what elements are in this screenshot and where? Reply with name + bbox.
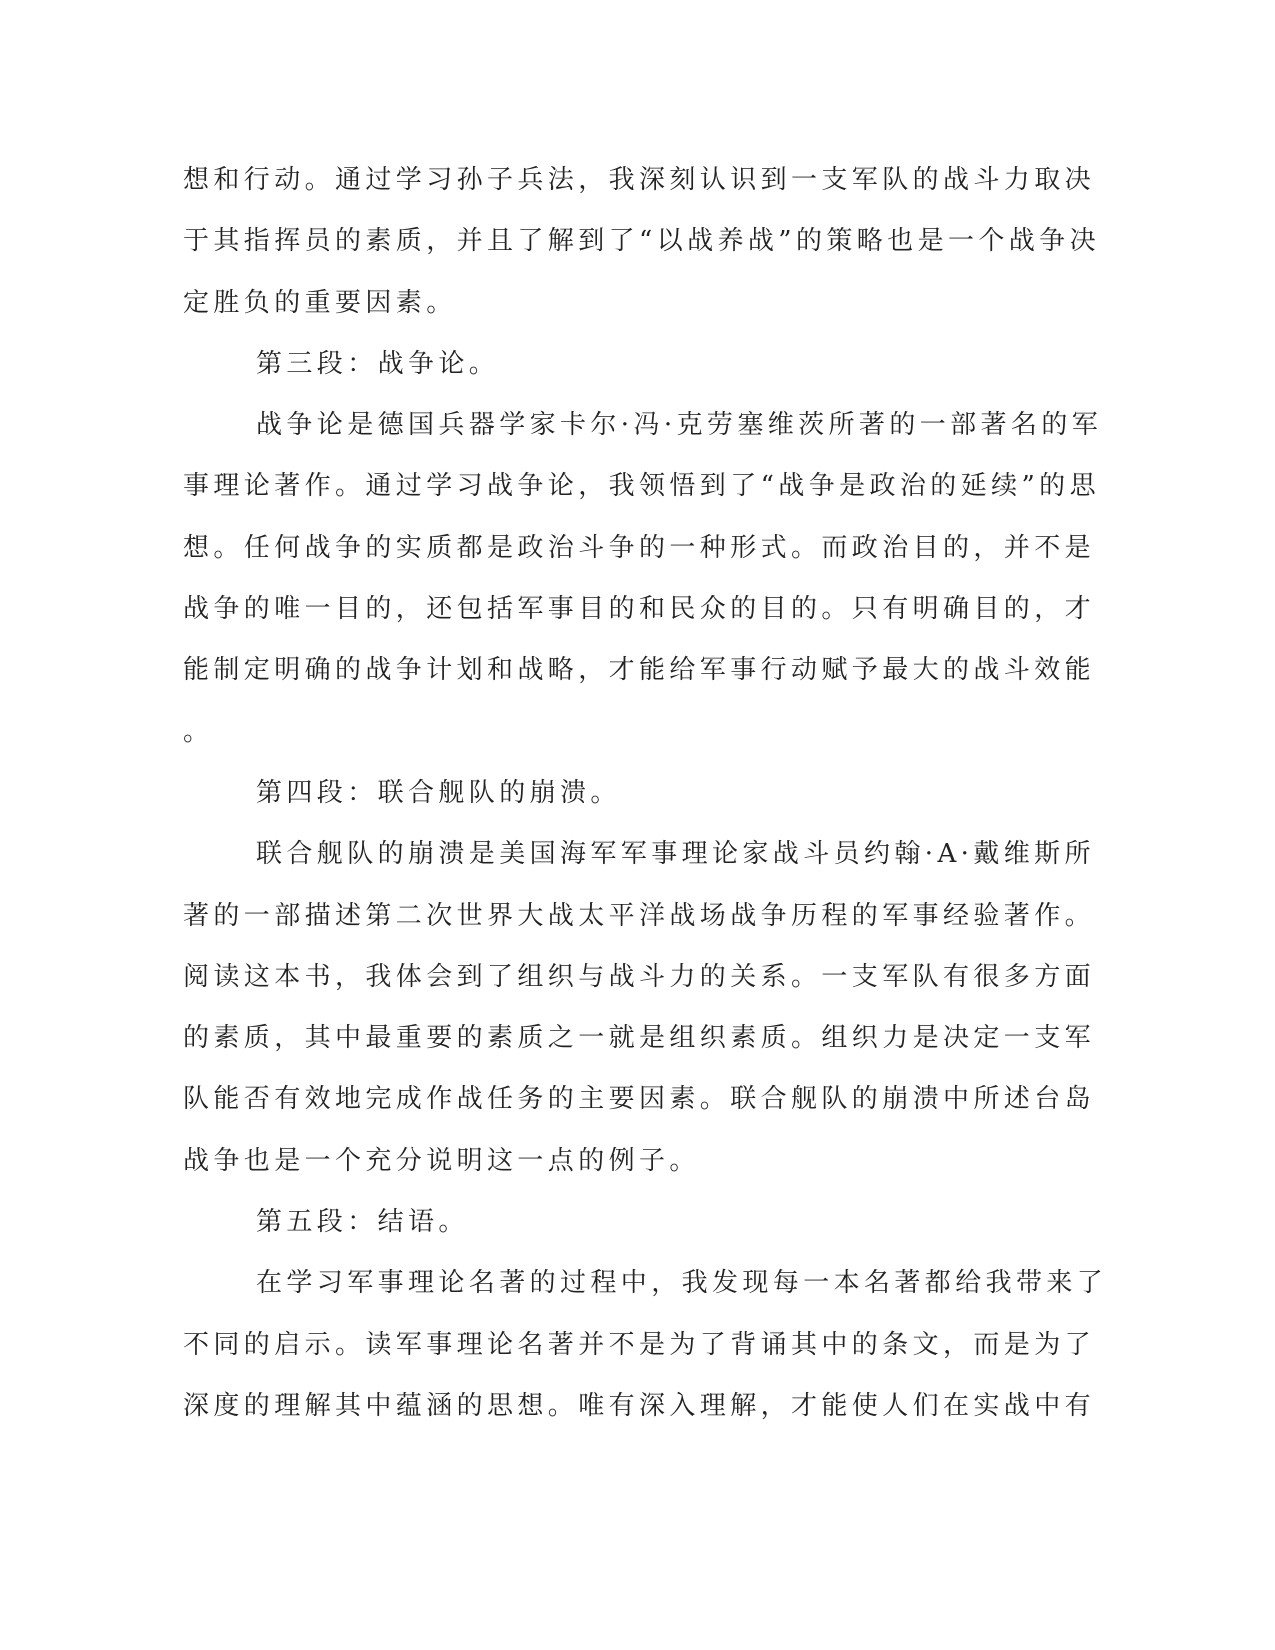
paragraph-start-line: 第三段：战争论。 — [256, 348, 500, 379]
paragraph-start-line: 战争论是德国兵器学家卡尔·冯·克劳塞维茨所著的一部著名的军 — [256, 410, 1103, 441]
text-line: 能制定明确的战争计划和战略，才能给军事行动赋予最大的战斗效能 — [183, 655, 1096, 686]
text-line: 想。任何战争的实质都是政治斗争的一种形式。而政治目的，并不是 — [183, 532, 1096, 563]
text-line: 事理论著作。通过学习战争论，我领悟到了“战争是政治的延续”的思 — [183, 471, 1100, 502]
text-line: 阅读这本书，我体会到了组织与战斗力的关系。一支军队有很多方面 — [183, 961, 1096, 992]
text-line: 战争也是一个充分说明这一点的例子。 — [183, 1145, 700, 1176]
text-line: 深度的理解其中蕴涵的思想。唯有深入理解，才能使人们在实战中有 — [183, 1390, 1096, 1421]
text-line: 著的一部描述第二次世界大战太平洋战场战争历程的军事经验著作。 — [183, 900, 1096, 931]
paragraph-start-line: 在学习军事理论名著的过程中，我发现每一本名著都给我带来了 — [256, 1268, 1108, 1299]
body-text — [183, 150, 1108, 1437]
text-line: 。 — [183, 716, 214, 747]
paragraph-start-line: 联合舰队的崩溃是美国海军军事理论家战斗员约翰·A·戴维斯所 — [256, 839, 1095, 870]
text-line: 于其指挥员的素质，并且了解到了“以战养战”的策略也是一个战争决 — [183, 226, 1100, 257]
text-line: 队能否有效地完成作战任务的主要因素。联合舰队的崩溃中所述台岛 — [183, 1084, 1096, 1115]
paragraph-start-line: 第五段：结语。 — [256, 1207, 469, 1238]
text-line: 想和行动。通过学习孙子兵法，我深刻认识到一支军队的战斗力取决 — [183, 165, 1096, 195]
text-line: 不同的启示。读军事理论名著并不是为了背诵其中的条文，而是为了 — [183, 1329, 1096, 1360]
text-line: 定胜负的重要因素。 — [183, 287, 457, 318]
text-line: 战争的唯一目的，还包括军事目的和民众的目的。只有明确目的，才 — [183, 594, 1096, 625]
paragraph-start-line: 第四段：联合舰队的崩溃。 — [256, 777, 621, 808]
text-line: 的素质，其中最重要的素质之一就是组织素质。组织力是决定一支军 — [183, 1023, 1096, 1054]
